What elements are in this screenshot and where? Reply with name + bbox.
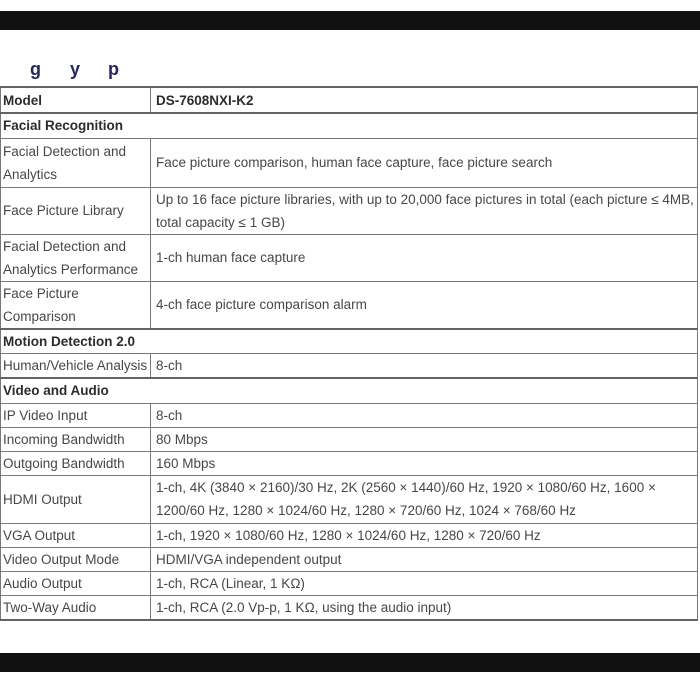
spec-value-cell: 8-ch	[151, 403, 698, 427]
spec-label-cell: Facial Detection and Analytics Performance	[1, 234, 151, 281]
spec-row	[1, 87, 698, 113]
spec-label-cell: HDMI Output	[1, 475, 151, 523]
spec-row	[1, 571, 698, 595]
spec-label-cell: Face Picture Library	[1, 187, 151, 234]
cropped-heading-fragment	[30, 59, 46, 81]
cropped-heading-glyph: p	[108, 59, 119, 79]
section-header-cell: Motion Detection 2.0	[1, 329, 698, 354]
cropped-heading-fragment	[70, 59, 86, 81]
section-header-cell: Facial Recognition	[1, 113, 698, 138]
section-header-row	[1, 113, 698, 138]
section-header-row	[1, 329, 698, 354]
spec-label-cell: Facial Detection and Analytics	[1, 138, 151, 187]
spec-value-cell: 1-ch, RCA (Linear, 1 KΩ)	[151, 571, 698, 595]
bottom-black-bar	[0, 653, 700, 672]
spec-table	[0, 86, 698, 621]
section-header-row	[1, 378, 698, 403]
cropped-heading-glyph: y	[70, 59, 81, 79]
section-header-cell: Video and Audio	[1, 378, 698, 403]
spec-value-cell: 8-ch	[151, 354, 698, 379]
spec-value-cell: 4-ch face picture comparison alarm	[151, 281, 698, 329]
spec-row	[1, 427, 698, 451]
spec-value-cell: HDMI/VGA independent output	[151, 547, 698, 571]
spec-value-cell: 1-ch, 4K (3840 × 2160)/30 Hz, 2K (2560 × 1440)/60 Hz, 1920 × 1080/60 Hz, 1600 × 1200/60 Hz, 1280 × 1024/60 Hz, 1280 × 720/60 Hz, 1024 × 768/60 Hz	[151, 475, 698, 523]
spec-row	[1, 354, 698, 379]
spec-row	[1, 403, 698, 427]
spec-label-cell: Face Picture Comparison	[1, 281, 151, 329]
spec-row	[1, 475, 698, 523]
spec-value-cell: 1-ch, RCA (2.0 Vp-p, 1 KΩ, using the audio input)	[151, 595, 698, 620]
spec-label-cell: Audio Output	[1, 571, 151, 595]
spec-value-cell: Face picture comparison, human face capture, face picture search	[151, 138, 698, 187]
spec-label-cell: Incoming Bandwidth	[1, 427, 151, 451]
spec-value-cell: 1-ch human face capture	[151, 234, 698, 281]
spec-label-cell: Human/Vehicle Analysis	[1, 354, 151, 379]
spec-label-cell: VGA Output	[1, 523, 151, 547]
spec-label-cell: IP Video Input	[1, 403, 151, 427]
spec-row	[1, 187, 698, 234]
spec-row	[1, 234, 698, 281]
spec-row	[1, 523, 698, 547]
spec-label-cell: Model	[1, 87, 151, 113]
spec-label-cell: Two-Way Audio	[1, 595, 151, 620]
top-black-bar	[0, 11, 700, 30]
spec-value-cell: DS-7608NXI-K2	[151, 87, 698, 113]
spec-value-cell: Up to 16 face picture libraries, with up to 20,000 face pictures in total (each picture ≤ 4MB, total capacity ≤ 1 GB)	[151, 187, 698, 234]
spec-row	[1, 547, 698, 571]
spec-label-cell: Outgoing Bandwidth	[1, 451, 151, 475]
spec-row	[1, 595, 698, 620]
spec-value-cell: 160 Mbps	[151, 451, 698, 475]
spec-row	[1, 281, 698, 329]
spec-value-cell: 80 Mbps	[151, 427, 698, 451]
spec-table-body	[1, 87, 698, 620]
spec-label-cell: Video Output Mode	[1, 547, 151, 571]
spec-value-cell: 1-ch, 1920 × 1080/60 Hz, 1280 × 1024/60 Hz, 1280 × 720/60 Hz	[151, 523, 698, 547]
cropped-heading-fragment	[108, 59, 124, 81]
cropped-heading-glyph: g	[30, 59, 41, 79]
spec-row	[1, 451, 698, 475]
spec-row	[1, 138, 698, 187]
